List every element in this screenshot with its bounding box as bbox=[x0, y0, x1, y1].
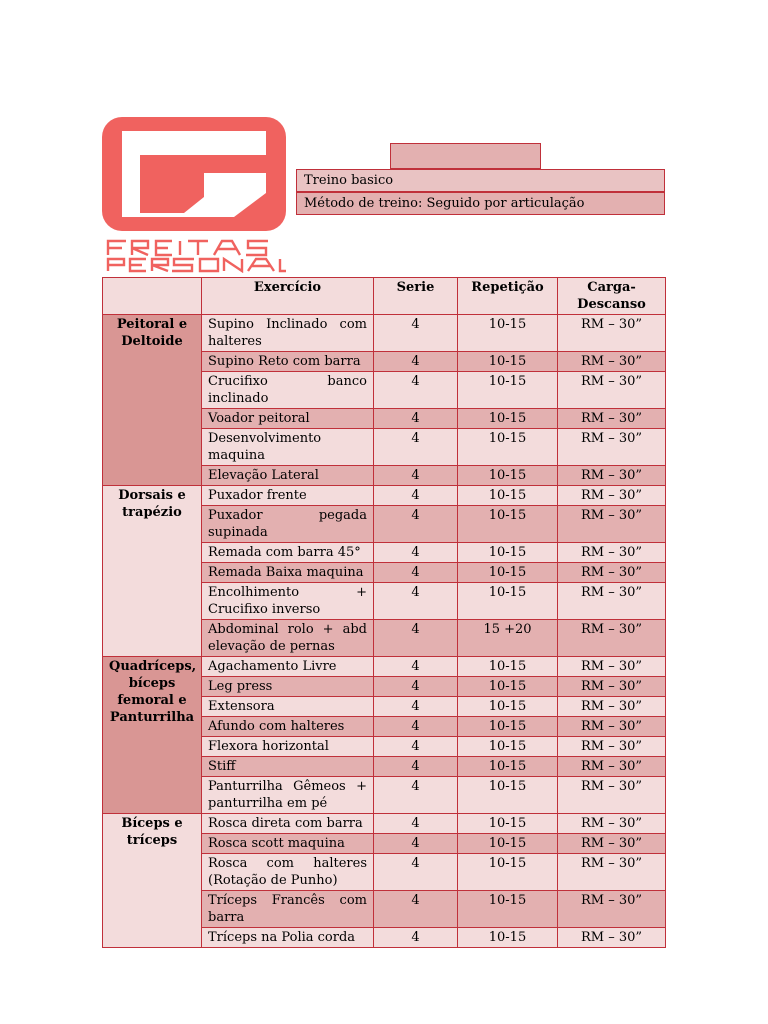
column-header-exercise: Exercício bbox=[202, 278, 374, 315]
exercise-name: Puxador frente bbox=[202, 486, 374, 506]
reps-value: 10-15 bbox=[458, 506, 558, 543]
reps-value: 10-15 bbox=[458, 697, 558, 717]
reps-value: 10-15 bbox=[458, 928, 558, 948]
load-rest-value: RM – 30” bbox=[558, 891, 666, 928]
load-rest-value: RM – 30” bbox=[558, 777, 666, 814]
exercise-name: Rosca com halteres (Rotação de Punho) bbox=[202, 854, 374, 891]
reps-value: 15 +20 bbox=[458, 620, 558, 657]
load-rest-value: RM – 30” bbox=[558, 757, 666, 777]
load-rest-value: RM – 30” bbox=[558, 486, 666, 506]
load-rest-value: RM – 30” bbox=[558, 429, 666, 466]
series-value: 4 bbox=[374, 506, 458, 543]
series-value: 4 bbox=[374, 563, 458, 583]
exercise-name: Abdominal rolo + abd elevação de pernas bbox=[202, 620, 374, 657]
reps-value: 10-15 bbox=[458, 315, 558, 352]
exercise-name: Extensora bbox=[202, 697, 374, 717]
reps-value: 10-15 bbox=[458, 814, 558, 834]
reps-value: 10-15 bbox=[458, 583, 558, 620]
series-value: 4 bbox=[374, 372, 458, 409]
exercise-name: Supino Reto com barra bbox=[202, 352, 374, 372]
table-row bbox=[103, 814, 666, 834]
reps-value: 10-15 bbox=[458, 543, 558, 563]
series-value: 4 bbox=[374, 657, 458, 677]
exercise-name: Crucifixo banco inclinado bbox=[202, 372, 374, 409]
table-row bbox=[103, 486, 666, 506]
load-rest-value: RM – 30” bbox=[558, 563, 666, 583]
reps-value: 10-15 bbox=[458, 777, 558, 814]
load-rest-value: RM – 30” bbox=[558, 737, 666, 757]
series-value: 4 bbox=[374, 543, 458, 563]
reps-value: 10-15 bbox=[458, 409, 558, 429]
series-value: 4 bbox=[374, 486, 458, 506]
reps-value: 10-15 bbox=[458, 352, 558, 372]
freitas-personal-logo bbox=[102, 117, 286, 273]
series-value: 4 bbox=[374, 697, 458, 717]
exercise-name: Voador peitoral bbox=[202, 409, 374, 429]
training-type-label: Treino basico bbox=[296, 169, 665, 192]
series-value: 4 bbox=[374, 352, 458, 372]
table-corner bbox=[103, 278, 202, 315]
reps-value: 10-15 bbox=[458, 372, 558, 409]
reps-value: 10-15 bbox=[458, 737, 558, 757]
reps-value: 10-15 bbox=[458, 657, 558, 677]
series-value: 4 bbox=[374, 777, 458, 814]
exercise-name: Remada Baixa maquina bbox=[202, 563, 374, 583]
muscle-group-label: Bíceps e tríceps bbox=[103, 814, 202, 948]
load-rest-value: RM – 30” bbox=[558, 717, 666, 737]
series-value: 4 bbox=[374, 409, 458, 429]
series-value: 4 bbox=[374, 891, 458, 928]
load-rest-value: RM – 30” bbox=[558, 315, 666, 352]
training-method-label: Método de treino: Seguido por articulação bbox=[296, 192, 665, 215]
series-value: 4 bbox=[374, 583, 458, 620]
muscle-group-label: Quadríceps, bíceps femoral e Panturrilha bbox=[103, 657, 202, 814]
table-row bbox=[103, 657, 666, 677]
reps-value: 10-15 bbox=[458, 717, 558, 737]
column-header-load-rest: Carga-Descanso bbox=[558, 278, 666, 315]
series-value: 4 bbox=[374, 834, 458, 854]
exercise-name: Tríceps na Polia corda bbox=[202, 928, 374, 948]
load-rest-value: RM – 30” bbox=[558, 372, 666, 409]
series-value: 4 bbox=[374, 620, 458, 657]
reps-value: 10-15 bbox=[458, 486, 558, 506]
load-rest-value: RM – 30” bbox=[558, 814, 666, 834]
load-rest-value: RM – 30” bbox=[558, 620, 666, 657]
load-rest-value: RM – 30” bbox=[558, 697, 666, 717]
exercise-name: Tríceps Francês com barra bbox=[202, 891, 374, 928]
reps-value: 10-15 bbox=[458, 429, 558, 466]
series-value: 4 bbox=[374, 466, 458, 486]
load-rest-value: RM – 30” bbox=[558, 352, 666, 372]
reps-value: 10-15 bbox=[458, 466, 558, 486]
exercise-name: Puxador pegada supinada bbox=[202, 506, 374, 543]
exercise-name: Rosca scott maquina bbox=[202, 834, 374, 854]
series-value: 4 bbox=[374, 737, 458, 757]
reps-value: 10-15 bbox=[458, 563, 558, 583]
muscle-group-label: Dorsais e trapézio bbox=[103, 486, 202, 657]
exercise-name: Leg press bbox=[202, 677, 374, 697]
reps-value: 10-15 bbox=[458, 891, 558, 928]
reps-value: 10-15 bbox=[458, 854, 558, 891]
series-value: 4 bbox=[374, 854, 458, 891]
reps-value: 10-15 bbox=[458, 677, 558, 697]
header-tab bbox=[390, 143, 541, 169]
muscle-group-label: Peitoral e Deltoide bbox=[103, 315, 202, 486]
exercise-name: Desenvolvimento maquina bbox=[202, 429, 374, 466]
load-rest-value: RM – 30” bbox=[558, 409, 666, 429]
load-rest-value: RM – 30” bbox=[558, 583, 666, 620]
series-value: 4 bbox=[374, 677, 458, 697]
exercise-name: Panturrilha Gêmeos + panturrilha em pé bbox=[202, 777, 374, 814]
table-row bbox=[103, 315, 666, 352]
exercise-name: Supino Inclinado com halteres bbox=[202, 315, 374, 352]
reps-value: 10-15 bbox=[458, 757, 558, 777]
exercise-name: Encolhimento + Crucifixo inverso bbox=[202, 583, 374, 620]
load-rest-value: RM – 30” bbox=[558, 834, 666, 854]
series-value: 4 bbox=[374, 717, 458, 737]
workout-table bbox=[102, 277, 666, 948]
exercise-name: Remada com barra 45° bbox=[202, 543, 374, 563]
series-value: 4 bbox=[374, 757, 458, 777]
column-header-reps: Repetição bbox=[458, 278, 558, 315]
series-value: 4 bbox=[374, 928, 458, 948]
exercise-name: Stiff bbox=[202, 757, 374, 777]
load-rest-value: RM – 30” bbox=[558, 657, 666, 677]
exercise-name: Flexora horizontal bbox=[202, 737, 374, 757]
load-rest-value: RM – 30” bbox=[558, 854, 666, 891]
load-rest-value: RM – 30” bbox=[558, 466, 666, 486]
exercise-name: Elevação Lateral bbox=[202, 466, 374, 486]
reps-value: 10-15 bbox=[458, 834, 558, 854]
load-rest-value: RM – 30” bbox=[558, 928, 666, 948]
exercise-name: Afundo com halteres bbox=[202, 717, 374, 737]
series-value: 4 bbox=[374, 315, 458, 352]
load-rest-value: RM – 30” bbox=[558, 677, 666, 697]
load-rest-value: RM – 30” bbox=[558, 543, 666, 563]
series-value: 4 bbox=[374, 814, 458, 834]
column-header-series: Serie bbox=[374, 278, 458, 315]
exercise-name: Agachamento Livre bbox=[202, 657, 374, 677]
load-rest-value: RM – 30” bbox=[558, 506, 666, 543]
exercise-name: Rosca direta com barra bbox=[202, 814, 374, 834]
series-value: 4 bbox=[374, 429, 458, 466]
